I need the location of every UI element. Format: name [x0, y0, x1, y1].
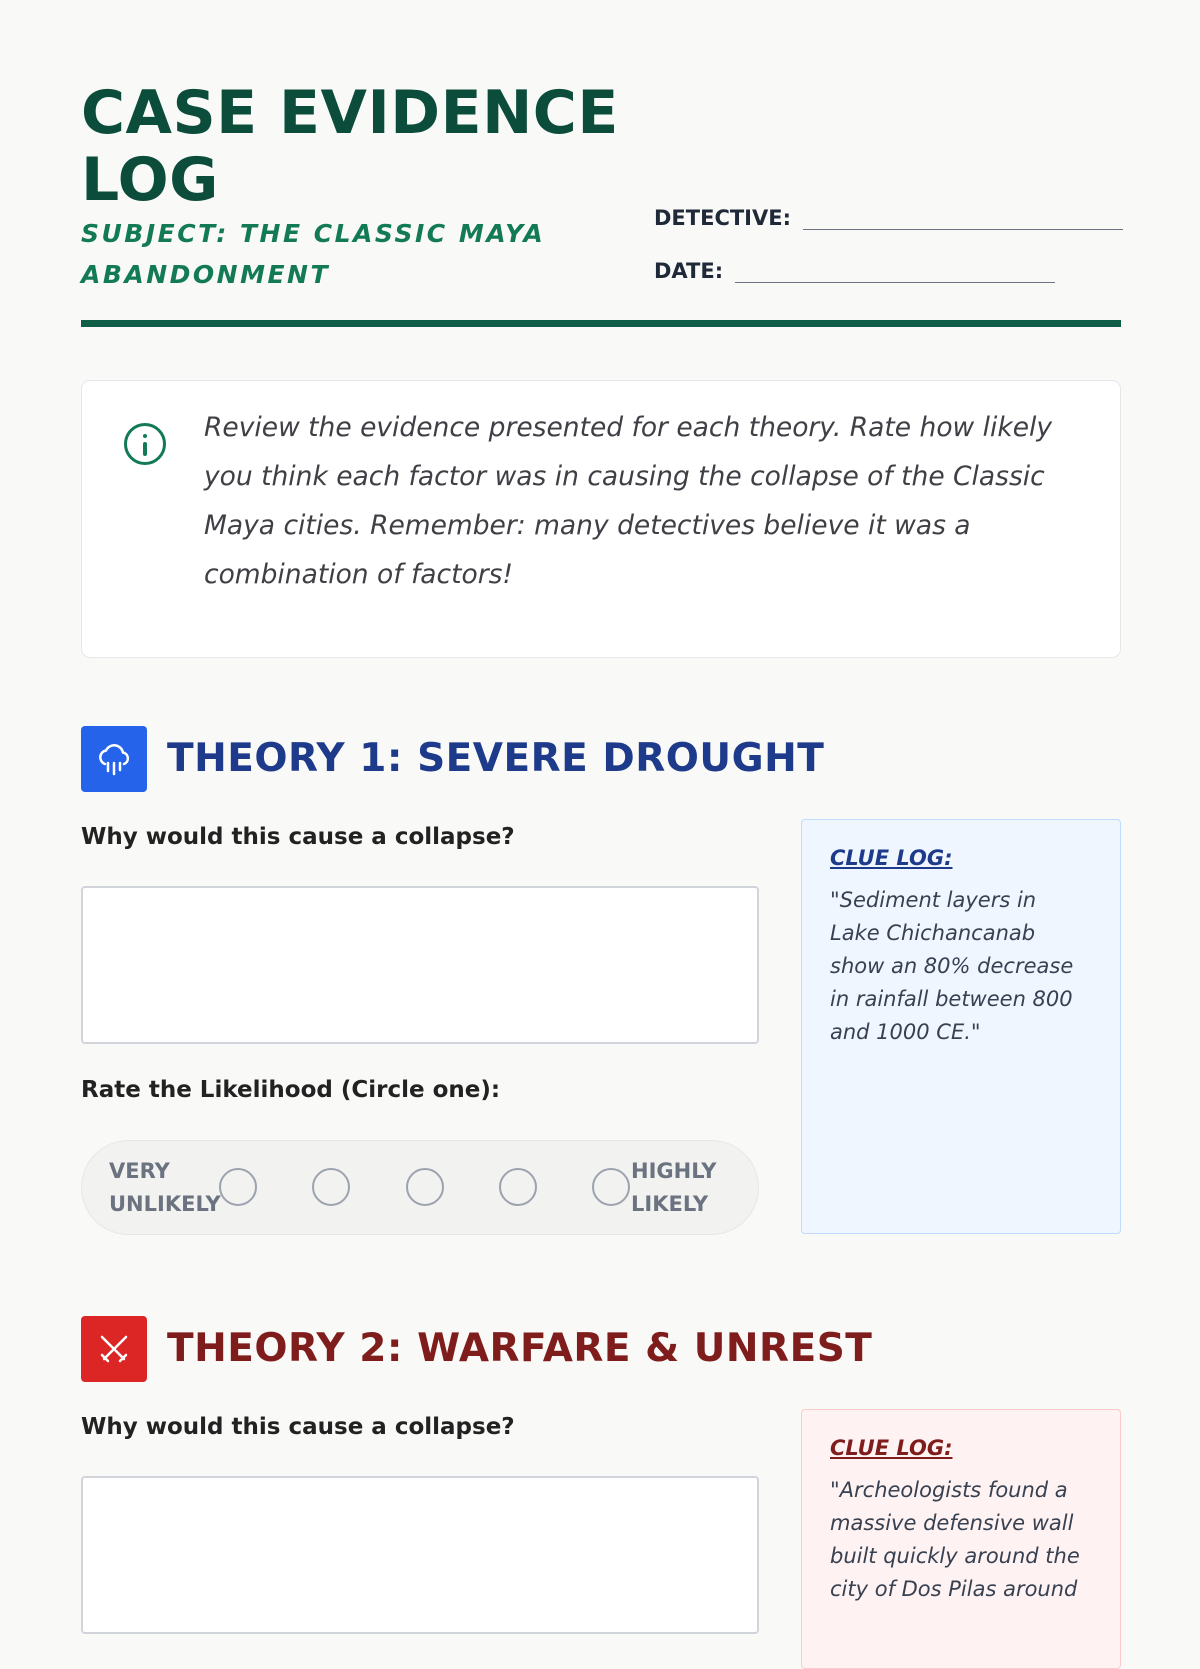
clue-log-title: CLUE LOG: [830, 1436, 953, 1460]
theory-1-answer-box[interactable] [81, 886, 759, 1044]
theory-1-clue-log [801, 819, 1121, 1234]
date-label: DATE: [654, 259, 724, 283]
rating-circle-2[interactable] [312, 1168, 350, 1206]
page-title: CASE EVIDENCE LOG [81, 78, 619, 215]
theory-1-rate-label: Rate the Likelihood (Circle one): [81, 1077, 501, 1103]
theory-2-title: THEORY 2: WARFARE & UNREST [167, 1326, 873, 1371]
detective-label: DETECTIVE: [654, 206, 791, 230]
page-subtitle: SUBJECT: THE CLASSIC MAYA ABANDONMENT [81, 219, 546, 289]
rain-cloud-icon [81, 726, 147, 792]
clue-log-text: "Archeologists found a massive defensive wall built quickly around the city of Dos Pilas around [830, 1478, 1080, 1601]
header-divider [81, 320, 1121, 327]
instructions-text: Review the evidence presented for each theory. Rate how likely you think each factor was in causing the collapse of the Classic Maya cities. Remember: many detectives believe it was a combination of factors! [204, 412, 1053, 590]
clue-log-title: CLUE LOG: [830, 846, 953, 870]
rating-circle-1[interactable] [219, 1168, 257, 1206]
theory-1-title: THEORY 1: SEVERE DROUGHT [167, 736, 825, 781]
rating-circle-4[interactable] [499, 1168, 537, 1206]
instructions-box [81, 380, 1121, 658]
theory-2-question: Why would this cause a collapse? [81, 1414, 515, 1440]
date-input-line[interactable] [735, 258, 1055, 283]
crossed-swords-icon [81, 1316, 147, 1382]
rating-circle-3[interactable] [406, 1168, 444, 1206]
scale-high-label: HIGHLY LIKELY [631, 1159, 717, 1216]
theory-1-question: Why would this cause a collapse? [81, 824, 515, 850]
theory-2-clue-log [801, 1409, 1121, 1669]
detective-input-line[interactable] [803, 205, 1123, 230]
theory-1-likelihood-scale [81, 1140, 759, 1235]
date-field [654, 258, 1055, 283]
detective-field [654, 205, 1123, 230]
rating-circle-5[interactable] [592, 1168, 630, 1206]
scale-low-label: VERY UNLIKELY [109, 1159, 221, 1216]
clue-log-text: "Sediment layers in Lake Chichancanab show an 80% decrease in rainfall between 800 and 1000 CE." [830, 888, 1074, 1044]
info-icon [124, 423, 166, 465]
theory-2-answer-box[interactable] [81, 1476, 759, 1634]
